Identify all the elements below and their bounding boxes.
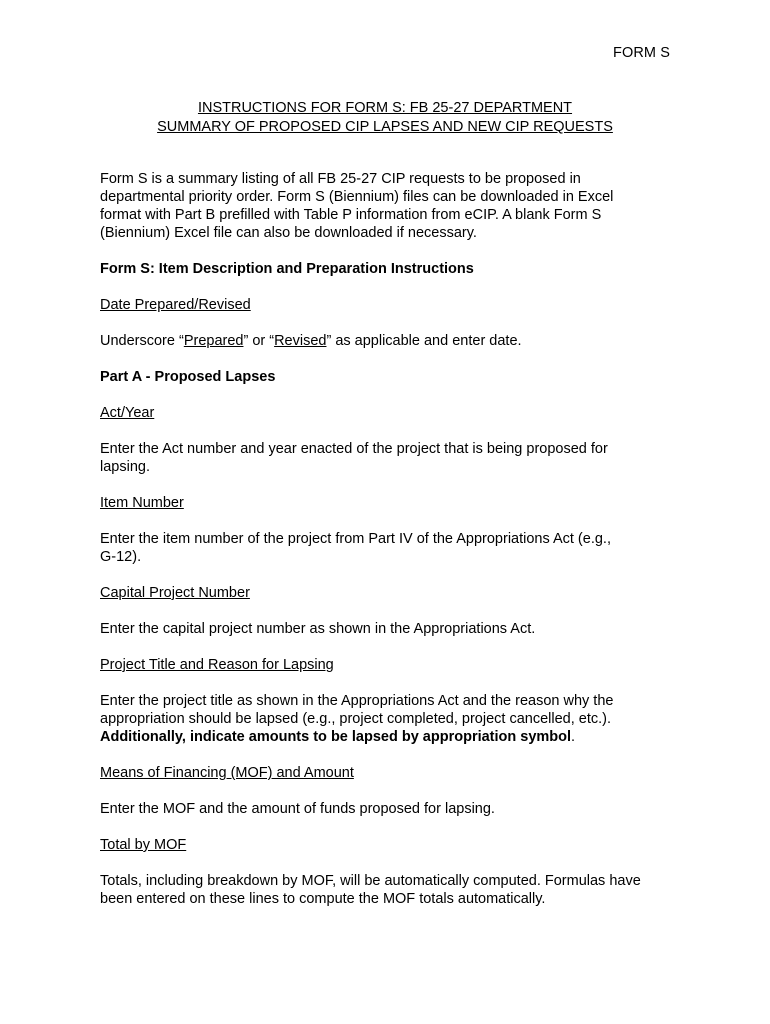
- item-number-line-1: Enter the item number of the project from Part IV of the Appropriations Act (e.g.,: [100, 531, 611, 547]
- part-a-heading: Part A - Proposed Lapses: [100, 369, 276, 385]
- act-year-heading: Act/Year: [100, 405, 155, 421]
- date-text-2: ” or “: [243, 333, 275, 349]
- document-title: [100, 99, 670, 137]
- title-line-1: INSTRUCTIONS FOR FORM S: FB 25-27 DEPARTMENT: [197, 100, 573, 116]
- prepared-word: Prepared: [183, 333, 244, 349]
- act-year-line-1: Enter the Act number and year enacted of the project that is being proposed for: [100, 441, 608, 457]
- document-body: [100, 170, 675, 908]
- total-mof-line-2: been entered on these lines to compute the MOF totals automatically.: [100, 891, 546, 907]
- form-label: FORM S: [613, 45, 670, 61]
- intro-line-4: (Biennium) Excel file can also be downloaded if necessary.: [100, 225, 477, 241]
- section-heading: Form S: Item Description and Preparation Instructions: [100, 261, 474, 277]
- item-number-heading: Item Number: [100, 495, 184, 511]
- intro-line-2: departmental priority order. Form S (Biennium) files can be downloaded in Excel: [100, 189, 614, 205]
- revised-word: Revised: [274, 333, 327, 349]
- mof-instructions: Enter the MOF and the amount of funds proposed for lapsing.: [100, 801, 495, 817]
- capital-project-instructions: Enter the capital project number as shown in the Appropriations Act.: [100, 621, 536, 637]
- capital-project-heading: Capital Project Number: [100, 585, 250, 601]
- item-number-line-2: G-12).: [100, 549, 142, 565]
- title-line-2: SUMMARY OF PROPOSED CIP LAPSES AND NEW CIP REQUESTS: [157, 119, 613, 135]
- project-title-heading: Project Title and Reason for Lapsing: [100, 657, 334, 673]
- date-instructions: [100, 332, 675, 350]
- total-mof-heading: Total by MOF: [100, 837, 187, 853]
- mof-heading: Means of Financing (MOF) and Amount: [100, 765, 354, 781]
- total-mof-line-1: Totals, including breakdown by MOF, will be automatically computed. Formulas have: [100, 873, 641, 889]
- project-title-line-1: Enter the project title as shown in the Appropriations Act and the reason why the: [100, 693, 614, 709]
- date-text-3: ” as applicable and enter date.: [326, 333, 522, 349]
- project-title-instructions: [100, 692, 675, 746]
- intro-line-3: format with Part B prefilled with Table P information from eCIP. A blank Form S: [100, 207, 602, 223]
- date-text-1: Underscore “: [100, 333, 184, 349]
- project-title-line-3-end: .: [571, 729, 576, 745]
- project-title-line-3-bold: Additionally, indicate amounts to be lapsed by appropriation symbol: [100, 729, 572, 745]
- intro-paragraph: [100, 170, 675, 242]
- act-year-instructions: [100, 440, 675, 476]
- total-mof-instructions: [100, 872, 675, 908]
- date-heading: Date Prepared/Revised: [100, 297, 251, 313]
- intro-line-1: Form S is a summary listing of all FB 25-27 CIP requests to be proposed in: [100, 171, 581, 187]
- item-number-instructions: [100, 530, 675, 566]
- project-title-line-2: appropriation should be lapsed (e.g., project completed, project cancelled, etc.).: [100, 711, 612, 727]
- act-year-line-2: lapsing.: [100, 459, 150, 475]
